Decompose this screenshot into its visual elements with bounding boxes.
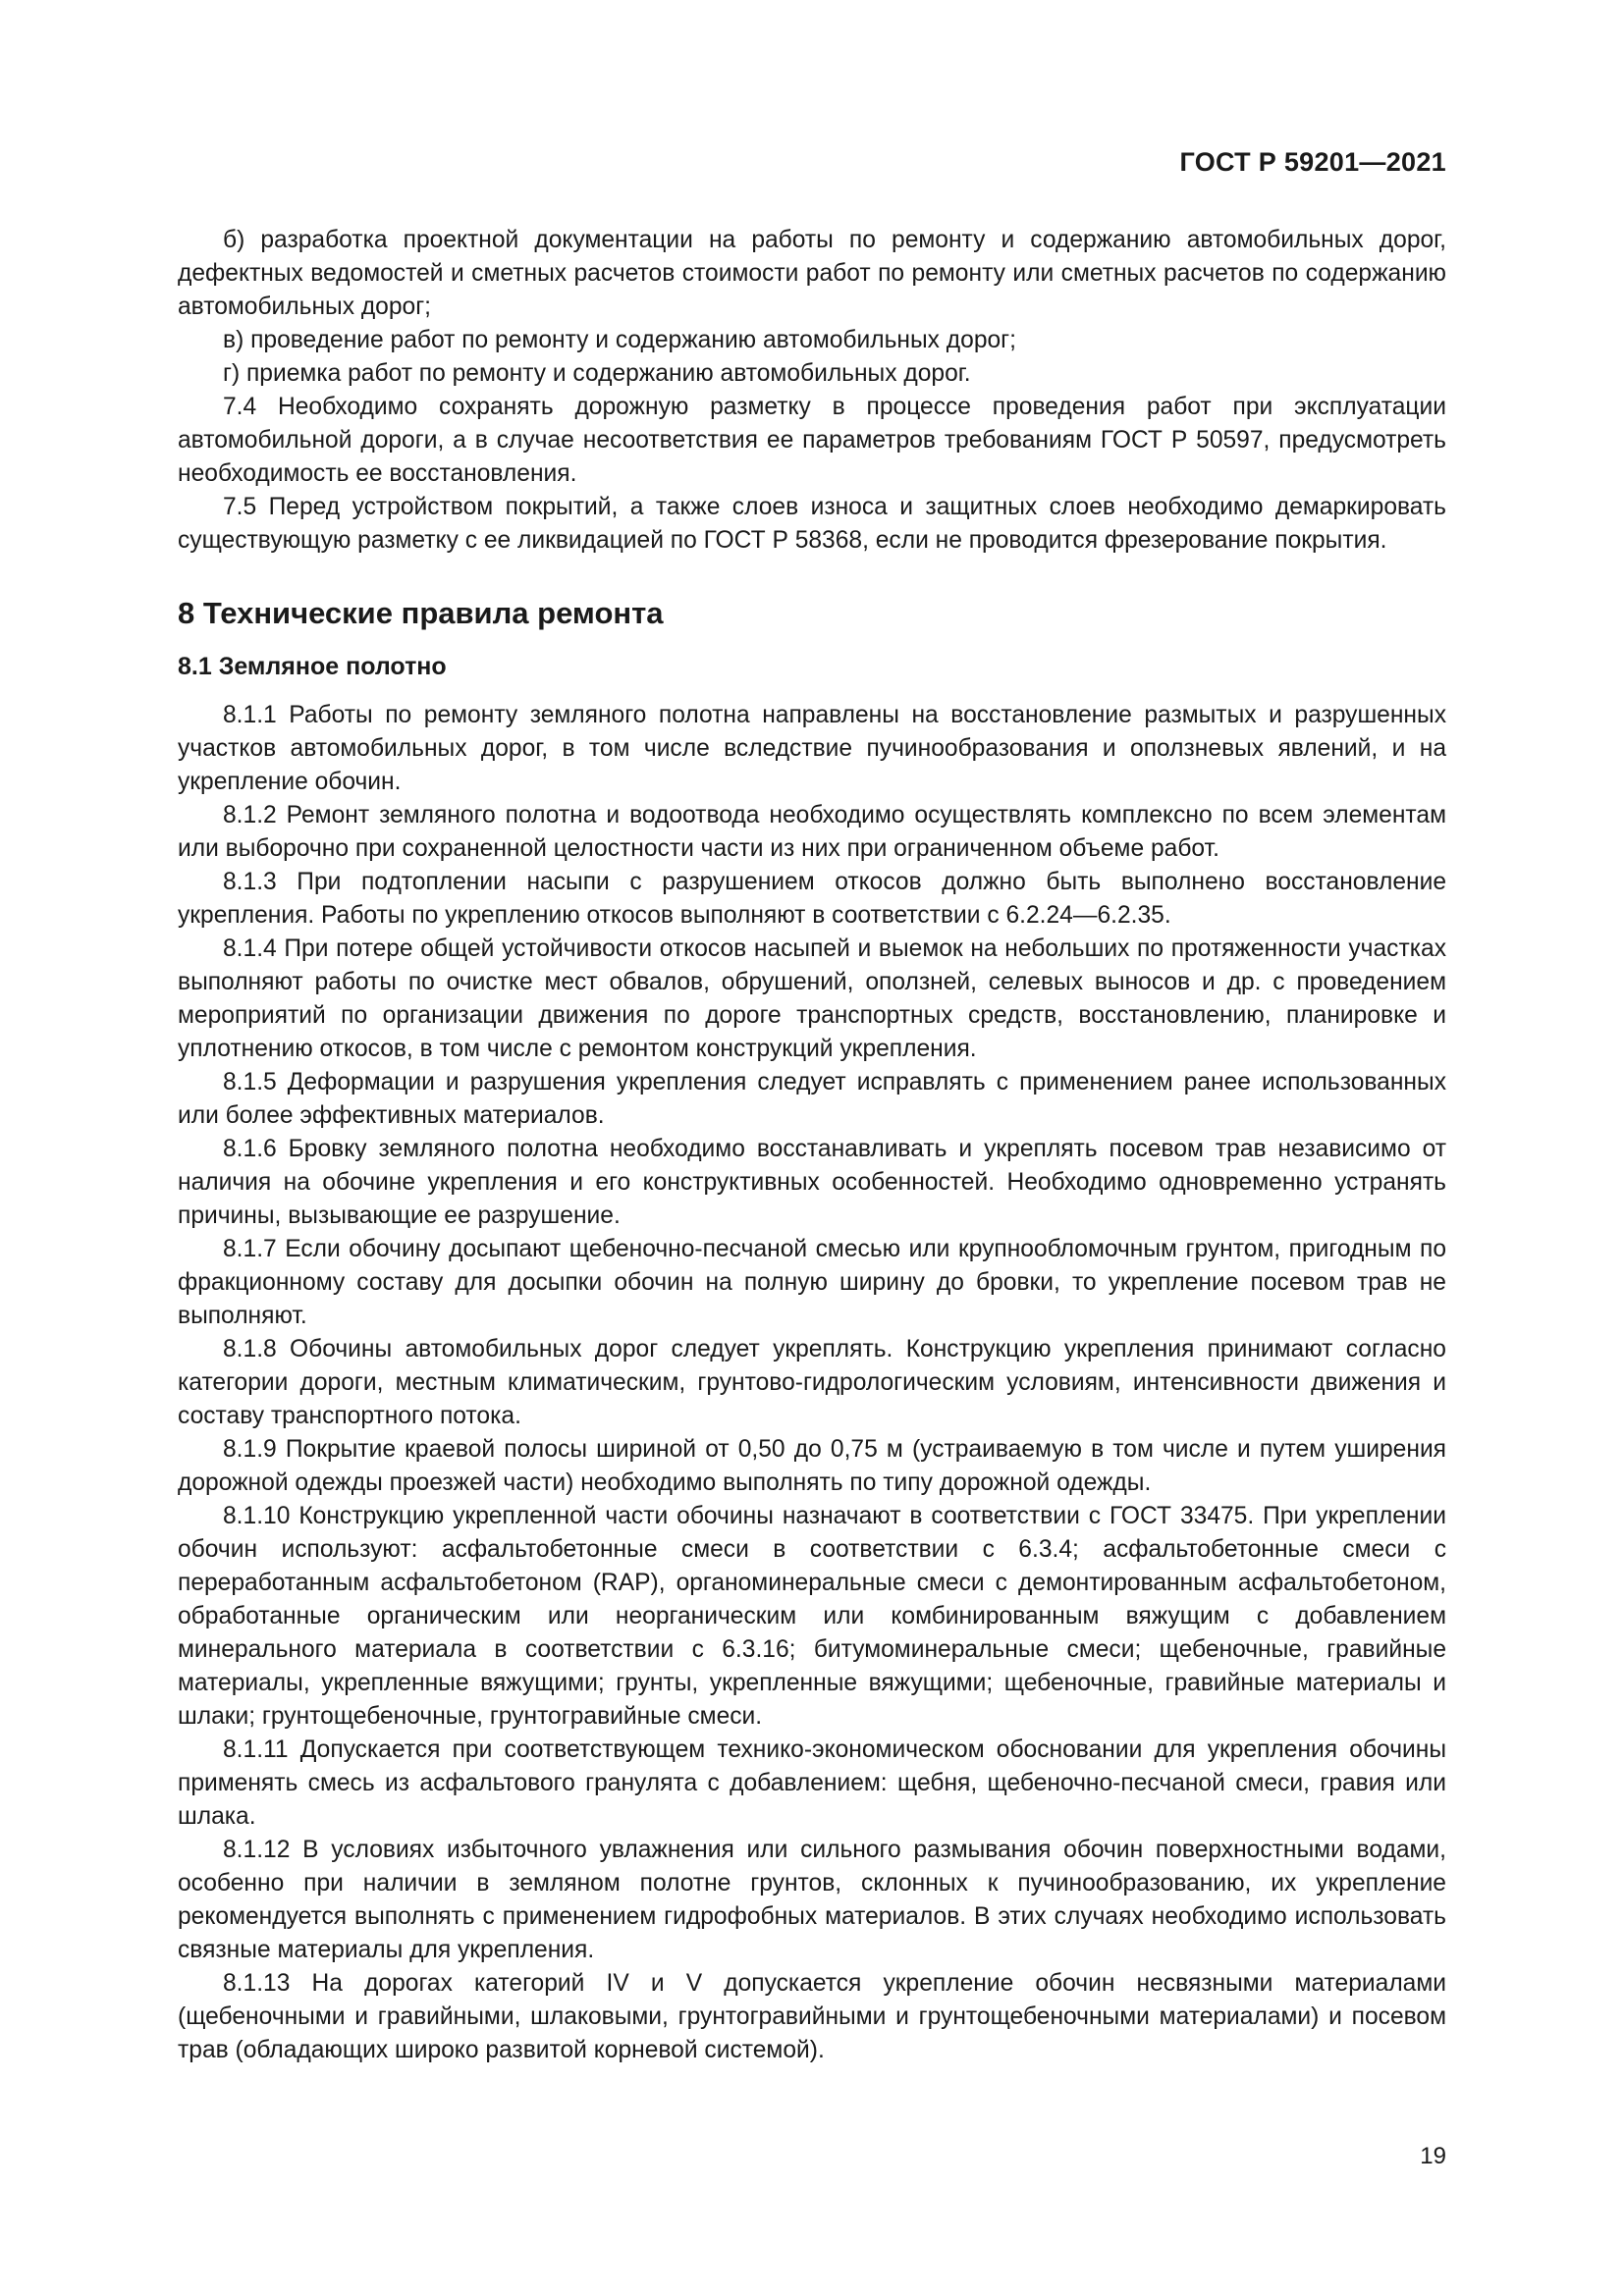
page-number: 19 [1420,2143,1446,2169]
paragraph: 8.1.6 Бровку земляного полотна необходимо восстанавливать и укреплять посевом трав независимо от наличия на обочине укрепления и его конструктивных особенностей. Необходимо одновременно устранять причины, вызывающие ее разрушение. [178,1136,1446,1229]
paragraph: 8.1.2 Ремонт земляного полотна и водоотвода необходимо осуществлять комплексно по всем элементам или выборочно при сохраненной целостности части из них при ограниченном объеме работ. [178,802,1446,862]
section-heading: 8 Технические правила ремонта [178,596,664,630]
paragraph: 8.1.11 Допускается при соответствующем технико-экономическом обосновании для укрепления обочины применять смесь из асфальтового гранулята с добавлением: щебня, щебеночно-песчаной смеси, гравия или шлака. [178,1736,1446,1830]
paragraph: 8.1.1 Работы по ремонту земляного полотна направлены на восстановление размытых и разрушенных участков автомобильных дорог, в том числе вследствие пучинообразования и оползневых явлений, и на укрепление обочин. [178,702,1446,795]
paragraph: 8.1.10 Конструкцию укрепленной части обочины назначают в соответствии с ГОСТ 33475. При укреплении обочин используют: асфальтобетонные смеси в соответствии с 6.3.4; асфальтобетонные смеси с переработанным асфальтобетоном (RAP), органоминеральные смеси с демонтированным асфальтобетоном, обработанные органическим или неорганическим или комбинированным вяжущим с добавлением минерального материала в соответствии с 6.3.16; битумоминеральные смеси; щебеночные, гравийные материалы, укрепленные вяжущими; грунты, укрепленные вяжущими; щебеночные, гравийные материалы и шлаки; грунтощебеночные, грунтогравийные смеси. [178,1503,1446,1730]
paragraph: 8.1.3 При подтоплении насыпи с разрушением откосов должно быть выполнено восстановление укрепления. Работы по укреплению откосов выполняют в соответствии с 6.2.24—6.2.35. [178,869,1446,929]
paragraph: б) разработка проектной документации на работы по ремонту и содержанию автомобильных дорог, дефектных ведомостей и сметных расчетов стоимости работ по ремонту или сметных расчетов по содержанию автомобильных дорог; [178,227,1446,320]
paragraph: 8.1.8 Обочины автомобильных дорог следует укреплять. Конструкцию укрепления принимают согласно категории дороги, местным климатическим, грунтово-гидрологическим условиям, интенсивности движения и составу транспортного потока. [178,1336,1446,1429]
paragraph: 7.5 Перед устройством покрытий, а также слоев износа и защитных слоев необходимо демаркировать существующую разметку с ее ликвидацией по ГОСТ Р 58368, если не проводится фрезерование покрытия. [178,494,1446,554]
paragraph: в) проведение работ по ремонту и содержанию автомобильных дорог; [223,327,1016,353]
paragraph: 8.1.13 На дорогах категорий IV и V допускается укрепление обочин несвязными материалами (щебеночными и гравийными, шлаковыми, грунтогравийными и грунтощебеночными материалами) и посевом трав (обладающих широко развитой корневой системой). [178,1970,1446,2063]
document-code: ГОСТ Р 59201—2021 [1179,147,1446,177]
paragraph: 8.1.4 При потере общей устойчивости откосов насыпей и выемок на небольших по протяженности участках выполняют работы по очистке мест обвалов, обрушений, оползней, селевых выносов и др. с проведением мероприятий по организации движения по дороге транспортных средств, восстановлению, планировке и уплотнению откосов, в том числе с ремонтом конструкций укрепления. [178,935,1446,1062]
paragraph: г) приемка работ по ремонту и содержанию автомобильных дорог. [223,360,971,387]
subsection-heading: 8.1 Земляное полотно [178,653,447,680]
paragraph: 8.1.12 В условиях избыточного увлажнения или сильного размывания обочин поверхностными водами, особенно при наличии в земляном полотне грунтов, склонных к пучинообразованию, их укрепление рекомендуется выполнять с применением гидрофобных материалов. В этих случаях необходимо использовать связные материалы для укрепления. [178,1837,1446,1963]
document-body [178,224,1446,2067]
paragraph: 8.1.7 Если обочину досыпают щебеночно-песчаной смесью или крупнообломочным грунтом, пригодным по фракционному составу для досыпки обочин на полную ширину до бровки, то укрепление посевом трав не выполняют. [178,1236,1446,1329]
paragraph: 7.4 Необходимо сохранять дорожную разметку в процессе проведения работ при эксплуатации автомобильной дороги, а в случае несоответствия ее параметров требованиям ГОСТ Р 50597, предусмотреть необходимость ее восстановления. [178,394,1446,487]
paragraph: 8.1.9 Покрытие краевой полосы шириной от 0,50 до 0,75 м (устраиваемую в том числе и путем уширения дорожной одежды проезжей части) необходимо выполнять по типу дорожной одежды. [178,1436,1446,1496]
paragraph: 8.1.5 Деформации и разрушения укрепления следует исправлять с применением ранее использованных или более эффективных материалов. [178,1069,1446,1129]
